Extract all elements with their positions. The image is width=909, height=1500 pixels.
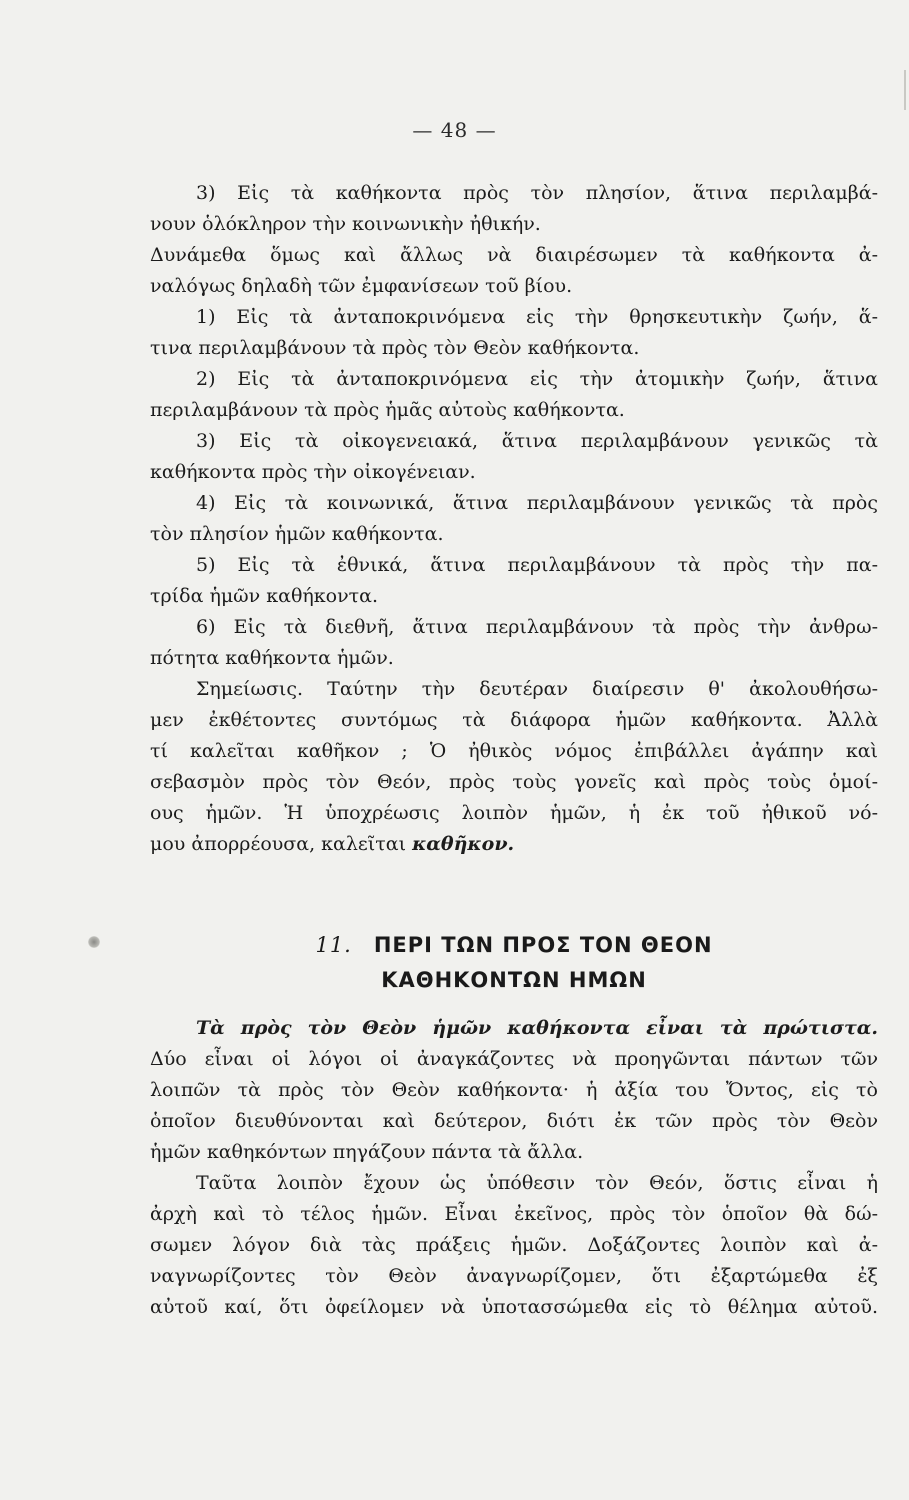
emphasized-text: καθῆκον.: [412, 833, 515, 855]
text-line-content: ναλόγως δηλαδὴ τῶν ἐμφανίσεων τοῦ βίου.: [150, 275, 573, 297]
text-line: [150, 1168, 878, 1199]
text-line-content: καθήκοντα πρὸς τὴν οἰκογένειαν.: [150, 461, 476, 483]
text-line-content: νουν ὁλόκληρον τὴν κοινωνικὴν ἠθικήν.: [150, 213, 541, 235]
text-line: [150, 271, 878, 302]
text-line-content: 2) Εἰς τὰ ἀνταποκρινόμενα εἰς τὴν ἀτομικὴν ζωήν, ἅτινα: [196, 368, 878, 390]
page-edge-mark: [904, 70, 906, 110]
text-line: [150, 426, 878, 457]
text-line: [150, 395, 878, 426]
section-number: 11.: [315, 933, 352, 957]
text-line-content: λοιπῶν τὰ πρὸς τὸν Θεὸν καθήκοντα· ἡ ἀξία του Ὄντος, εἰς τὸ: [150, 1079, 878, 1101]
text-line: [150, 1013, 878, 1044]
text-line: [150, 674, 878, 705]
text-line-content: 4) Εἰς τὰ κοινωνικά, ἅτινα περιλαμβάνουν γενικῶς τὰ πρὸς: [196, 492, 878, 514]
text-line: [150, 767, 878, 798]
text-line-content: πότητα καθήκοντα ἡμῶν.: [150, 647, 394, 669]
text-line-content: μεν ἐκθέτοντες συντόμως τὰ διάφορα ἡμῶν καθήκοντα. Ἀλλὰ: [150, 709, 878, 731]
text-line: [150, 829, 878, 860]
text-line: [150, 1199, 878, 1230]
text-line-content: 5) Εἰς τὰ ἐθνικά, ἅτινα περιλαμβάνουν τὰ πρὸς τὴν πα-: [196, 554, 878, 576]
text-line: [150, 333, 878, 364]
text-line: [150, 1044, 878, 1075]
text-line-content: Ταῦτα λοιπὸν ἔχουν ὡς ὑπόθεσιν τὸν Θεόν, ὅστις εἶναι ἡ: [196, 1172, 878, 1194]
text-line-content: μου ἀπορρέουσα, καλεῖται: [150, 833, 413, 855]
text-line: [150, 736, 878, 767]
text-line-content: τρίδα ἡμῶν καθήκοντα.: [150, 585, 379, 607]
text-line-content: τινα περιλαμβάνουν τὰ πρὸς τὸν Θεὸν καθήκοντα.: [150, 337, 640, 359]
text-line: [150, 240, 878, 271]
text-line-content: τί καλεῖται καθῆκον ; Ὁ ἠθικὸς νόμος ἐπιβάλλει ἀγάπην καὶ: [150, 740, 878, 762]
text-line: [150, 643, 878, 674]
text-line-content: 3) Εἰς τὰ οἰκογενειακά, ἅτινα περιλαμβάνουν γενικῶς τὰ: [196, 430, 878, 452]
text-line-content: ἀρχὴ καὶ τὸ τέλος ἡμῶν. Εἶναι ἐκεῖνος, πρὸς τὸν ὁποῖον θὰ δώ-: [150, 1203, 878, 1225]
text-line: [150, 1261, 878, 1292]
text-line-content: 6) Εἰς τὰ διεθνῆ, ἅτινα περιλαμβάνουν τὰ πρὸς τὴν ἀνθρω-: [196, 616, 878, 638]
text-line: [150, 302, 878, 333]
text-line-content: Δυνάμεθα ὅμως καὶ ἄλλως νὰ διαιρέσωμεν τὰ καθήκοντα ἀ-: [150, 244, 878, 266]
text-line-content: 3) Εἰς τὰ καθήκοντα πρὸς τὸν πλησίον, ἅτινα περιλαμβά-: [196, 182, 878, 204]
text-line: [150, 488, 878, 519]
text-line-content: ὁποῖον διευθύνονται καὶ δεύτερον, διότι ἐκ τῶν πρὸς τὸν Θεὸν: [150, 1110, 878, 1132]
text-line-content: περιλαμβάνουν τὰ πρὸς ἡμᾶς αὐτοὺς καθήκοντα.: [150, 399, 625, 421]
text-line: [150, 519, 878, 550]
section-title-line-2: ΚΑΘΗΚΟΝΤΩΝ ΗΜΩΝ: [381, 968, 647, 992]
section-heading-line-2: [150, 968, 878, 992]
text-line: [150, 457, 878, 488]
text-line: [150, 581, 878, 612]
text-line: [150, 178, 878, 209]
text-line: [150, 1075, 878, 1106]
page-number: — 48 —: [412, 118, 497, 142]
text-line: [150, 798, 878, 829]
section-heading-line-1: [150, 933, 878, 957]
body-text-top: [150, 178, 878, 860]
emphasized-text: Τὰ πρὸς τὸν Θεὸν ἡμῶν καθήκοντα εἶναι τὰ πρώτιστα.: [196, 1017, 878, 1039]
text-line-content: Δύο εἶναι οἱ λόγοι οἱ ἀναγκάζοντες νὰ προηγῶνται πάντων τῶν: [150, 1048, 878, 1070]
text-line-content: σεβασμὸν πρὸς τὸν Θεόν, πρὸς τοὺς γονεῖς καὶ πρὸς τοὺς ὁμοί-: [150, 771, 878, 793]
text-line-content: Σημείωσις. Ταύτην τὴν δευτέραν διαίρεσιν θ' ἀκολουθήσω-: [196, 678, 878, 700]
text-line: [150, 612, 878, 643]
text-line: [150, 1106, 878, 1137]
text-line-content: ους ἡμῶν. Ἡ ὑποχρέωσις λοιπὸν ἡμῶν, ἡ ἐκ τοῦ ἠθικοῦ νό-: [150, 802, 878, 824]
text-line: [150, 1137, 878, 1168]
text-line: [150, 550, 878, 581]
text-line-content: αὐτοῦ καί, ὅτι ὀφείλομεν νὰ ὑποτασσώμεθα εἰς τὸ θέλημα αὐτοῦ.: [150, 1296, 878, 1318]
text-line: [150, 1230, 878, 1261]
ink-spot: [88, 936, 100, 948]
text-line: [150, 705, 878, 736]
body-text-bottom: [150, 1013, 878, 1323]
text-line: [150, 1292, 878, 1323]
text-line-content: ναγνωρίζοντες τὸν Θεὸν ἀναγνωρίζομεν, ὅτι ἐξαρτώμεθα ἐξ: [150, 1265, 878, 1287]
section-title-line-1: ΠΕΡΙ ΤΩΝ ΠΡΟΣ ΤΟΝ ΘΕΟΝ: [373, 933, 713, 957]
text-line: [150, 209, 878, 240]
text-line-content: 1) Εἰς τὰ ἀνταποκρινόμενα εἰς τὴν θρησκευτικὴν ζωήν, ἅ-: [196, 306, 878, 328]
text-line-content: τὸν πλησίον ἡμῶν καθήκοντα.: [150, 523, 444, 545]
text-line-content: σωμεν λόγον διὰ τὰς πράξεις ἡμῶν. Δοξάζοντες λοιπὸν καὶ ἀ-: [150, 1234, 878, 1256]
text-line-content: ἡμῶν καθηκόντων πηγάζουν πάντα τὰ ἄλλα.: [150, 1141, 584, 1163]
text-line: [150, 364, 878, 395]
